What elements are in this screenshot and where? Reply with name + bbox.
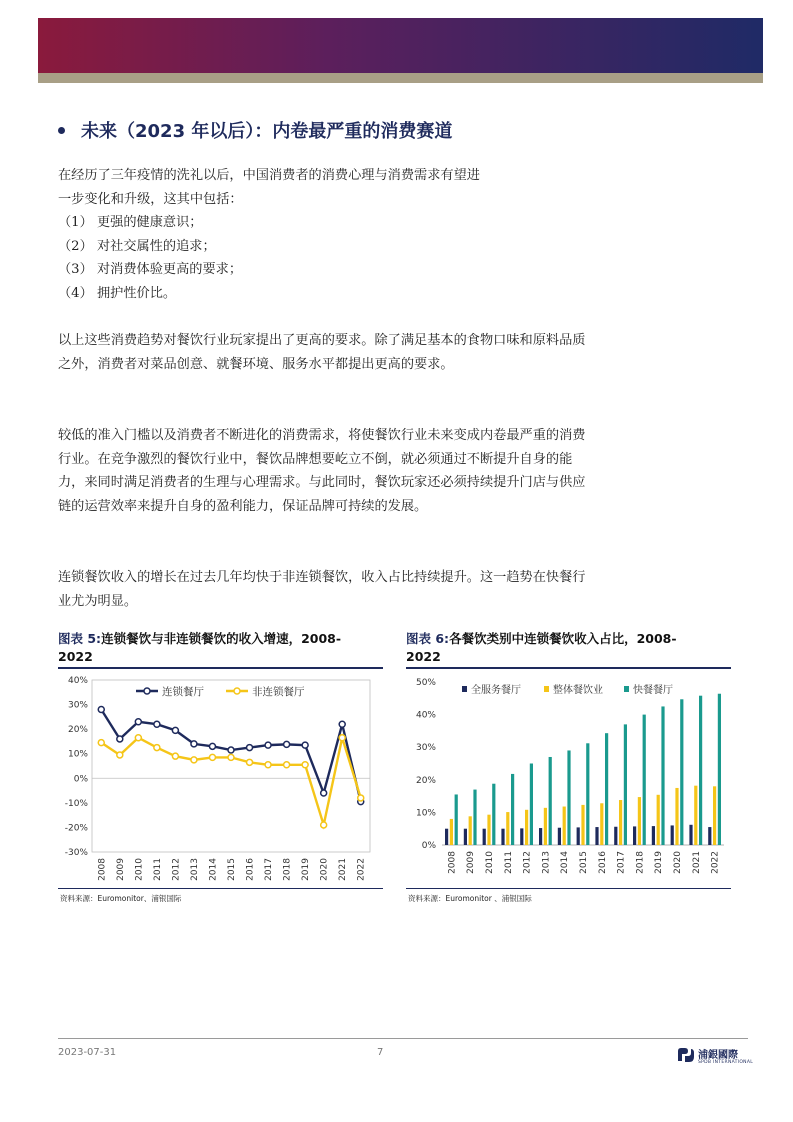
data-point bbox=[247, 759, 253, 765]
y-tick-label: -30% bbox=[64, 848, 88, 858]
data-point bbox=[154, 721, 160, 727]
x-tick-label: 2008 bbox=[447, 851, 458, 874]
bar bbox=[657, 795, 660, 845]
y-tick-label: 0% bbox=[421, 841, 436, 851]
x-tick-label: 2011 bbox=[503, 851, 514, 874]
data-point bbox=[172, 753, 178, 759]
section-heading bbox=[58, 117, 452, 143]
figure-6-bar-chart bbox=[406, 670, 731, 886]
data-point bbox=[209, 754, 215, 760]
figure-6-title-line1: 各餐饮类别中连锁餐饮收入占比，2008- bbox=[449, 631, 677, 646]
y-tick-label: -10% bbox=[64, 798, 88, 809]
figure-5-title-line1: 连锁餐饮与非连锁餐饮的收入增速，2008- bbox=[101, 631, 342, 646]
x-tick-label: 2013 bbox=[541, 851, 552, 874]
paragraph-text: 连锁餐饮收入的增长在过去几年均快于非连锁餐饮，收入占比持续提升。这一趋势在快餐行业尤为明显。 bbox=[58, 570, 586, 609]
data-point bbox=[191, 741, 197, 747]
paragraph-intro bbox=[58, 164, 588, 305]
bar bbox=[450, 819, 453, 845]
bar bbox=[506, 812, 509, 845]
logo-text: 浦銀國際 bbox=[698, 1050, 738, 1061]
bar bbox=[675, 788, 678, 845]
data-point bbox=[284, 762, 290, 768]
paragraph-competition bbox=[58, 424, 588, 518]
data-point bbox=[172, 727, 178, 733]
x-tick-label: 2011 bbox=[152, 858, 163, 881]
data-point bbox=[339, 721, 345, 727]
data-point bbox=[228, 754, 234, 760]
figure-5-top-rule bbox=[58, 667, 383, 669]
spdb-logo-icon bbox=[676, 1045, 696, 1065]
bar bbox=[469, 816, 472, 845]
bar bbox=[539, 828, 542, 845]
y-tick-label: 20% bbox=[67, 725, 88, 736]
bar bbox=[455, 794, 458, 845]
y-tick-label: 30% bbox=[415, 743, 436, 754]
x-tick-label: 2016 bbox=[597, 851, 608, 874]
bar bbox=[652, 826, 655, 845]
x-tick-label: 2018 bbox=[635, 851, 646, 874]
x-tick-label: 2021 bbox=[691, 851, 702, 874]
x-tick-label: 2019 bbox=[654, 851, 665, 874]
x-tick-label: 2017 bbox=[616, 851, 627, 874]
figure-6-bottom-rule bbox=[406, 888, 731, 889]
legend-marker bbox=[234, 688, 240, 694]
bar bbox=[600, 803, 603, 845]
bar bbox=[487, 815, 490, 845]
figure-5-bottom-rule bbox=[58, 888, 383, 889]
x-tick-label: 2012 bbox=[171, 858, 182, 881]
bar bbox=[595, 827, 598, 845]
bar bbox=[511, 774, 514, 845]
bar bbox=[718, 694, 721, 845]
bar bbox=[520, 828, 523, 845]
bar bbox=[577, 827, 580, 845]
data-point bbox=[98, 706, 104, 712]
data-point bbox=[321, 790, 327, 796]
bar bbox=[605, 733, 608, 845]
x-tick-label: 2010 bbox=[485, 851, 495, 874]
bar bbox=[492, 784, 495, 845]
bar bbox=[614, 827, 617, 845]
legend-marker bbox=[144, 688, 150, 694]
bar bbox=[689, 825, 692, 845]
data-point bbox=[302, 762, 308, 768]
x-tick-label: 2014 bbox=[208, 858, 219, 881]
data-point bbox=[98, 740, 104, 746]
x-tick-label: 2010 bbox=[134, 858, 145, 881]
x-tick-label: 2020 bbox=[673, 851, 683, 874]
x-tick-label: 2022 bbox=[710, 851, 721, 874]
header-banner-strip bbox=[38, 73, 763, 83]
x-tick-label: 2019 bbox=[301, 858, 312, 881]
legend-label: 连锁餐厅 bbox=[162, 686, 204, 698]
list-item: （4） 拥护性价比。 bbox=[58, 285, 177, 301]
x-tick-label: 2020 bbox=[319, 858, 330, 881]
x-tick-label: 2016 bbox=[245, 858, 256, 881]
figure-5-source: 资料来源：Euromonitor、浦银国际 bbox=[60, 894, 182, 903]
data-point bbox=[321, 822, 327, 828]
x-tick-label: 2022 bbox=[356, 858, 367, 881]
paragraph-text: 以上这些消费趋势对餐饮行业玩家提出了更高的要求。除了满足基本的食物口味和原料品质之外，消费者对菜品创意、就餐环境、服务水平都提出更高的要求。 bbox=[58, 333, 586, 372]
list-item: （1） 更强的健康意识； bbox=[58, 215, 203, 230]
bar bbox=[473, 790, 476, 845]
x-tick-label: 2017 bbox=[264, 858, 275, 881]
bar bbox=[619, 800, 622, 845]
bar bbox=[680, 699, 683, 845]
bar bbox=[445, 829, 448, 845]
bar bbox=[525, 810, 528, 845]
y-tick-label: 0% bbox=[73, 774, 88, 785]
y-tick-label: 40% bbox=[415, 710, 436, 721]
data-point bbox=[209, 743, 215, 749]
footer-rule bbox=[58, 1038, 748, 1039]
y-tick-label: 10% bbox=[67, 749, 88, 760]
bar bbox=[713, 786, 716, 845]
bar bbox=[483, 829, 486, 845]
paragraph-chain-growth bbox=[58, 566, 588, 613]
data-point bbox=[358, 795, 364, 801]
data-point bbox=[191, 757, 197, 763]
bar bbox=[549, 757, 552, 845]
bar bbox=[544, 808, 547, 845]
figure-5-title bbox=[58, 630, 388, 666]
legend-swatch bbox=[544, 686, 549, 692]
paragraph-trends bbox=[58, 329, 588, 376]
plot-area-frame bbox=[92, 680, 370, 852]
x-tick-label: 2018 bbox=[282, 858, 293, 881]
data-point bbox=[154, 745, 160, 751]
x-tick-label: 2015 bbox=[579, 851, 589, 874]
y-tick-label: 30% bbox=[67, 700, 88, 711]
legend-label: 非连锁餐厅 bbox=[252, 686, 305, 698]
x-tick-label: 2014 bbox=[560, 851, 571, 874]
x-tick-label: 2008 bbox=[97, 858, 108, 881]
data-point bbox=[284, 741, 290, 747]
list-item: （3） 对消费体验更高的要求； bbox=[58, 262, 243, 277]
bar bbox=[638, 797, 641, 845]
y-tick-label: 40% bbox=[67, 676, 88, 686]
footer-date: 2023-07-31 bbox=[58, 1047, 117, 1058]
bar bbox=[530, 764, 533, 846]
data-point bbox=[117, 752, 123, 758]
y-tick-label: -20% bbox=[64, 823, 88, 834]
bar bbox=[558, 828, 561, 845]
bar bbox=[643, 715, 646, 845]
bar bbox=[694, 786, 697, 845]
y-tick-label: 50% bbox=[415, 678, 436, 688]
paragraph-line: 在经历了三年疫情的洗礼以后，中国消费者的消费心理与消费需求有望进 bbox=[58, 168, 480, 183]
data-point bbox=[302, 742, 308, 748]
legend-label: 快餐餐厅 bbox=[633, 685, 673, 696]
section-title-text: 未来（2023 年以后）：内卷最严重的消费赛道 bbox=[81, 121, 453, 142]
bar bbox=[661, 706, 664, 845]
figure-6-source: 资料来源：Euromonitor 、浦银国际 bbox=[408, 894, 532, 903]
figure-6-title bbox=[406, 630, 746, 666]
data-point bbox=[265, 762, 271, 768]
bar bbox=[501, 829, 504, 845]
page-number: 7 bbox=[377, 1047, 384, 1058]
x-tick-label: 2012 bbox=[522, 851, 533, 874]
data-point bbox=[228, 747, 234, 753]
bar bbox=[671, 825, 674, 845]
figure-5-line-chart bbox=[58, 670, 383, 886]
bar bbox=[563, 807, 566, 845]
legend-label: 全服务餐厅 bbox=[471, 685, 521, 696]
paragraph-line: 一步变化和升级，这其中包括： bbox=[58, 191, 243, 207]
bar bbox=[624, 724, 627, 845]
data-point bbox=[135, 735, 141, 741]
data-point bbox=[135, 719, 141, 725]
figure-6-top-rule bbox=[406, 667, 731, 669]
x-tick-label: 2009 bbox=[115, 858, 126, 881]
bar bbox=[567, 750, 570, 845]
bar bbox=[586, 743, 589, 845]
bar bbox=[581, 805, 584, 845]
y-tick-label: 10% bbox=[415, 808, 436, 819]
x-tick-label: 2009 bbox=[466, 851, 477, 874]
header-banner bbox=[38, 18, 763, 73]
y-tick-label: 20% bbox=[415, 775, 436, 786]
list-item: （2） 对社交属性的追求； bbox=[58, 238, 216, 254]
legend-swatch bbox=[624, 686, 629, 692]
data-point bbox=[265, 742, 271, 748]
data-point bbox=[339, 735, 345, 741]
legend-label: 整体餐饮业 bbox=[553, 685, 603, 696]
bar bbox=[464, 829, 467, 845]
figure-5-label: 图表 5: bbox=[58, 631, 102, 646]
bar bbox=[708, 827, 711, 845]
x-tick-label: 2015 bbox=[227, 858, 237, 881]
figure-6-title-line2: 2022 bbox=[406, 649, 441, 664]
legend-swatch bbox=[462, 686, 467, 692]
data-point bbox=[117, 736, 123, 742]
bar bbox=[633, 826, 636, 845]
bullet-icon bbox=[58, 127, 65, 134]
x-tick-label: 2013 bbox=[189, 858, 200, 881]
figure-6-label: 图表 6: bbox=[406, 631, 450, 646]
data-point bbox=[247, 745, 253, 751]
bar bbox=[699, 696, 702, 845]
paragraph-text: 较低的准入门槛以及消费者不断进化的消费需求，将使餐饮行业未来变成内卷最严重的消费行业。在竞争激烈的餐饮行业中，餐饮品牌想要屹立不倒，就必须通过不断提升自身的能力，来同时满足消费者的生理与心理需求。与此同时，餐饮玩家还必须持续提升门店与供应链的运营效率来提升自身的盈利能力，保证品牌可持续的发展。 bbox=[58, 428, 586, 514]
figure-5-title-line2: 2022 bbox=[58, 649, 93, 664]
logo-subtext: SPDB INTERNATIONAL bbox=[698, 1060, 754, 1065]
x-tick-label: 2021 bbox=[338, 858, 349, 881]
